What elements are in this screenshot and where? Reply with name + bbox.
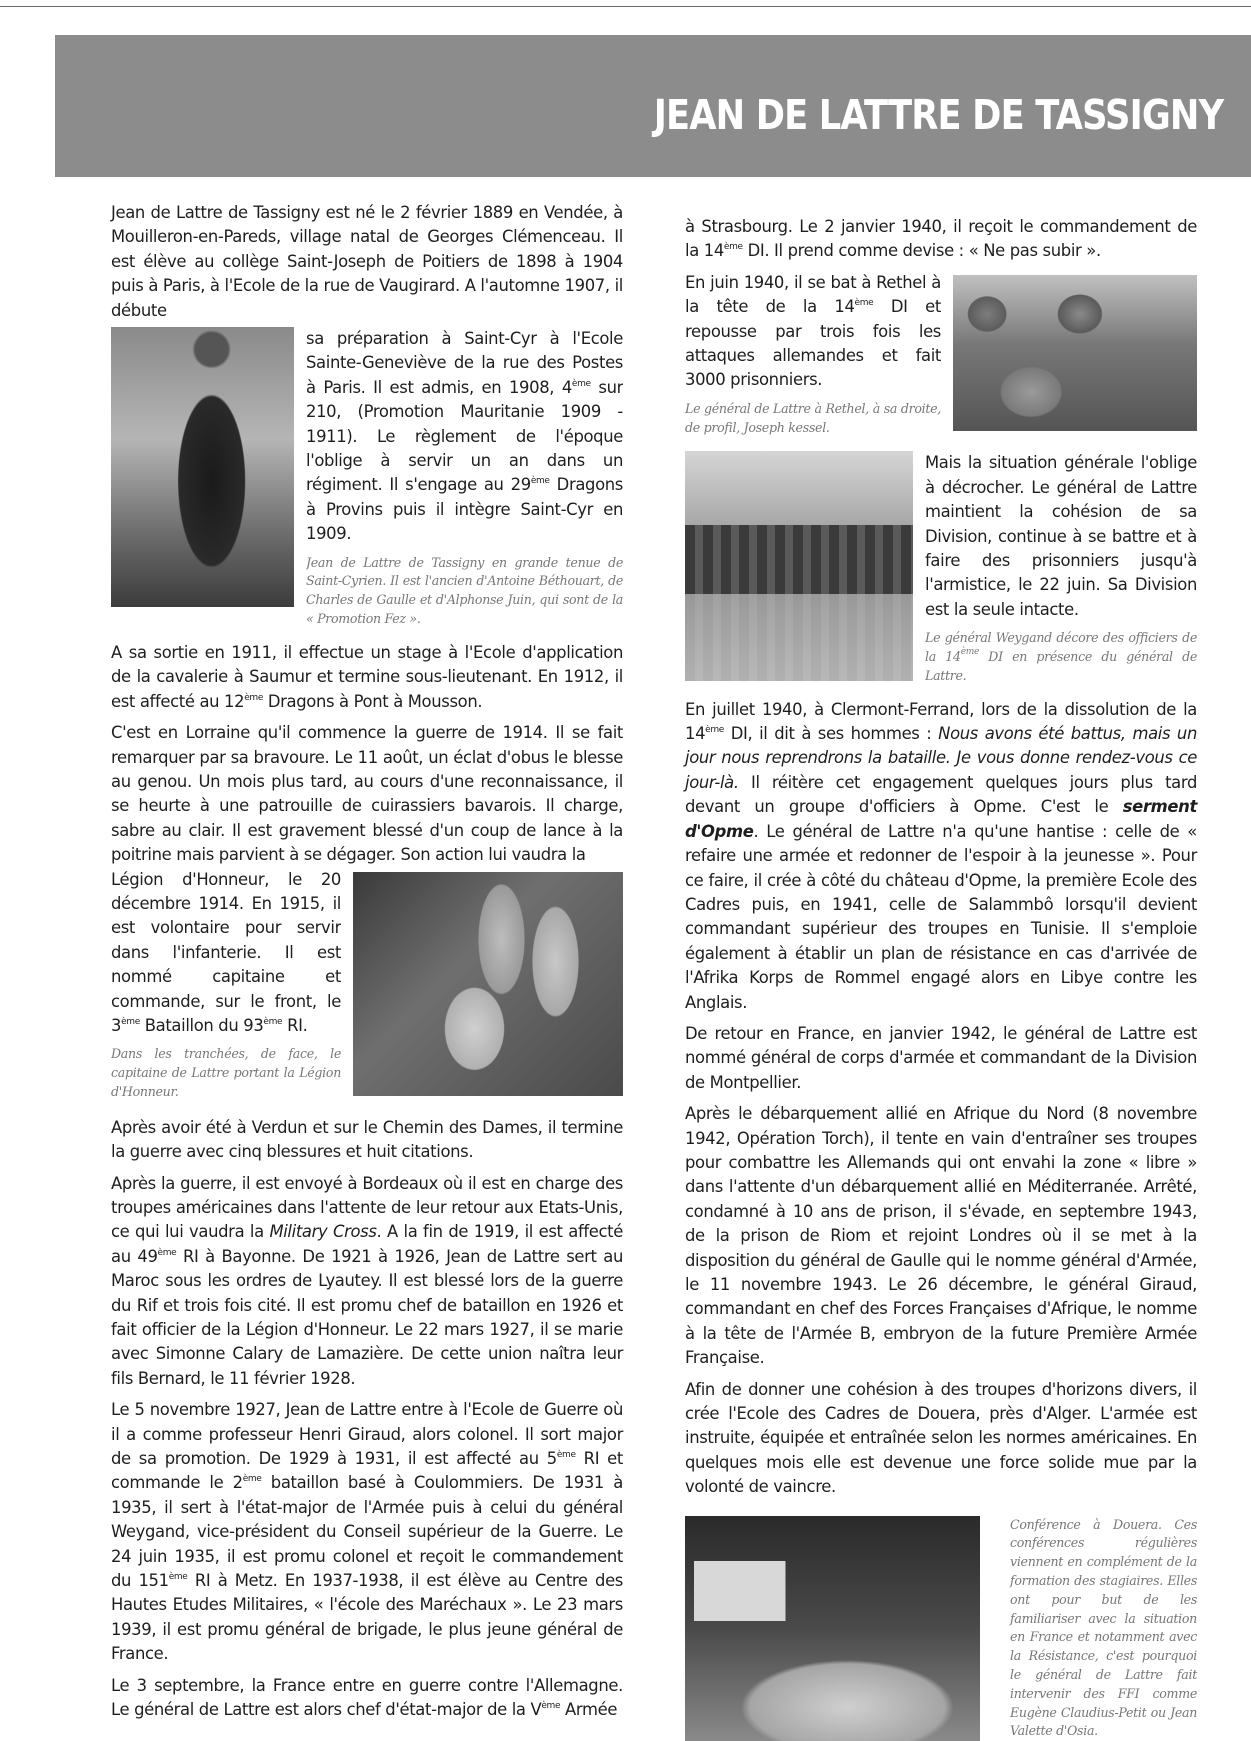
paragraph-birth: Jean de Lattre de Tassigny est né le 2 février 1889 en Vendée, à Mouilleron-en-Pareds, village natal de Georges Clémenceau. Il est élève au collège Saint-Joseph de Poitiers de 1898 à 1904 puis à Paris, à l'Ecole de la rue de Vaugirard. A l'automne 1907, il débute [111, 203, 623, 320]
paragraph-strasbourg: à Strasbourg. Le 2 janvier 1940, il reçoit le commandement de la 14ème DI. Il prend comme devise : « Ne pas subir ». [685, 217, 1197, 261]
figure-weygand [685, 451, 913, 681]
figure-rethel [953, 275, 1197, 431]
caption-portrait: Jean de Lattre de Tassigny en grande tenue de Saint-Cyrien. Il est l'ancien d'Antoine Béthouart, de Charles de Gaulle et d'Alphonse Juin, qui sont de la « Promotion Fez ». [306, 554, 623, 627]
right-column [685, 201, 1197, 1741]
portrait-photo [111, 327, 294, 607]
paragraph-verdun: Après avoir été à Verdun et sur le Chemin des Dames, il termine la guerre avec cinq blessures et huit citations. [111, 1117, 623, 1162]
figure-trench [353, 872, 623, 1096]
caption-rethel: Le général de Lattre à Rethel, à sa droite, de profil, Joseph kessel. [685, 400, 941, 435]
left-column [111, 201, 623, 1741]
caption-weygand: Le général Weygand décore des officiers de la 14ème DI en présence du général de Lattre. [925, 630, 1197, 683]
caption-trench: Dans les tranchées, de face, le capitaine de Lattre portant la Légion d'Honneur. [111, 1046, 341, 1099]
paragraph-opme: En juillet 1940, à Clermont-Ferrand, lors de la dissolution de la 14ème DI, il dit à ses hommes : Nous avons été battus, mais un jour nous reprendrons la bataille. Je vous donne rendez-vous ce jour-là. Il réitère cet engagement quelques jours plus tard devant un groupe d'officiers à Opme. C'est le serment d'Opme. Le général de Lattre n'a qu'une hantise : celle de « refaire une armée et redonner de l'espoir à la jeunesse ». Pour ce faire, il crée à côté du château d'Opme, la première Ecole des Cadres puis, en 1941, celle de Salammbô lorsqu'il devient commandant supérieur des troupes en Tunisie. Il s'emploie également à établir un plan de résistance en cas d'arrivée de l'Afrika Korps de Rommel engagé alors en Libye contre les Anglais. [685, 699, 1197, 1012]
paragraph-ecole-guerre: Le 5 novembre 1927, Jean de Lattre entre à l'Ecole de Guerre où il a comme professeur Henri Giraud, alors colonel. Il sort major de sa promotion. De 1929 à 1931, il est affecté au 5ème RI et commande le 2ème bataillon basé à Coulommiers. De 1931 à 1935, il sert à l'état-major de l'Armée puis à celui du général Weygand, vice-président du Conseil supérieur de la Guerre. Le 24 juin 1935, il est promu colonel et reçoit le commandement du 151ème RI à Metz. En 1937-1938, il est élève au Centre des Hautes Etudes Militaires, « l'école des Maréchaux ». Le 23 mars 1939, il est promu général de brigade, le plus jeune général de France. [111, 1400, 623, 1664]
title-banner [55, 35, 1251, 177]
weygand-decoration-photo [685, 451, 913, 681]
paragraph-saumur: A sa sortie en 1911, il effectue un stage à l'Ecole d'application de la cavalerie à Saumur et termine sous-lieutenant. En 1912, il est affecté au 12ème Dragons à Pont à Mousson. [111, 642, 623, 711]
figure-portrait [111, 327, 294, 607]
paragraph-armistice: Mais la situation générale l'oblige à décrocher. Le général de Lattre maintient la cohésion de sa Division, continue à se battre et à faire des prisonniers jusqu'à l'armistice, le 22 juin. Sa Division est la seule intacte. [925, 453, 1197, 619]
page-title: JEAN DE LATTRE DE TASSIGNY [653, 91, 1223, 139]
paragraph-legion-honneur: Légion d'Honneur, le 20 décembre 1914. En 1915, il est volontaire pour servir dans l'infanterie. Il est nommé capitaine et commande, sur le front, le 3ème Bataillon du 93ème RI. [111, 869, 341, 1035]
caption-douera: Conférence à Douera. Ces conférences régulières viennent en complément de la formation des stagiaires. Elles ont pour but de les familiariser avec la situation en France et notamment avec la Résistance, c'est pourquoi le général de Lattre fait intervenir des FFI comme Eugène Claudius-Petit ou Jean Valette d'Osia. [1010, 1516, 1197, 1739]
paragraph-after-war: Après la guerre, il est envoyé à Bordeaux où il est en charge des troupes américaines dans l'attente de leur retour aux Etats-Unis, ce qui lui vaudra la Military Cross. A la fin de 1919, il est affecté au 49ème RI à Bayonne. De 1921 à 1926, Jean de Lattre sert au Maroc sous les ordres de Lyautey. Il est blessé lors de la guerre du Rif et trois fois cité. Il est promu chef de bataillon en 1926 et fait officier de la Légion d'Honneur. Le 22 mars 1927, il se marie avec Simonne Calary de Lamazière. De cette union naîtra leur fils Bernard, le 11 février 1928. [111, 1173, 624, 1388]
paragraph-saint-cyr: sa préparation à Saint-Cyr à l'Ecole Sainte-Geneviève de la rue des Postes à Paris. Il est admis, en 1908, 4ème sur 210, (Promotion Mauritanie 1909 - 1911). Le règlement de l'époque l'oblige à servir un an dans un régiment. Il s'engage au 29ème Dragons à Provins puis il intègre Saint-Cyr en 1909. [306, 329, 623, 544]
douera-conference-photo [685, 1516, 980, 1741]
paragraph-torch: Après le débarquement allié en Afrique du Nord (8 novembre 1942, Opération Torch), il tente en vain d'entraîner ses troupes pour combattre les Allemands qui ont envahi la zone « libre » dans l'attente d'un débarquement allié en Méditerranée. Arrêté, condamné à 10 ans de prison, il s'évade, en septembre 1943, de la prison de Riom et rejoint Londres où il se met à la disposition du général de Gaulle qui le nomme général d'Armée, le 11 novembre 1943. Le 26 décembre, le général Giraud, commandant en chef des Forces Françaises d'Afrique, le nomme à la tête de l'Armée B, embryon de la future Première Armée Française. [685, 1104, 1197, 1368]
paragraph-douera: Afin de donner une cohésion à des troupes d'horizons divers, il crée l'Ecole des Cadres de Douera, près d'Alger. L'armée est instruite, équipée et entraînée selon les normes américaines. En quelques mois elle est devenue une force solide mue par la volonté de vaincre. [685, 1379, 1197, 1497]
figure-douera [685, 1516, 1197, 1741]
rethel-photo [953, 275, 1197, 431]
paragraph-rethel: En juin 1940, il se bat à Rethel à la tête de la 14ème DI et repousse par trois fois les attaques allemandes et fait 3000 prisonniers. [685, 272, 941, 390]
top-rule [0, 6, 1251, 7]
paragraph-montpellier: De retour en France, en janvier 1942, le général de Lattre est nommé général de corps d'armée et commandant de la Division de Montpellier. [685, 1023, 1197, 1092]
paragraph-1939: Le 3 septembre, la France entre en guerre contre l'Allemagne. Le général de Lattre est alors chef d'état-major de la Vème Armée [111, 1675, 623, 1720]
article-body [111, 201, 1197, 1741]
trench-photo [353, 872, 623, 1096]
paragraph-1914: C'est en Lorraine qu'il commence la guerre de 1914. Il se fait remarquer par sa bravoure. Le 11 août, un éclat d'obus le blesse au genou. Un mois plus tard, au cours d'une reconnaissance, il se heurte à une patrouille de cuirassiers bavarois. Il charge, sabre au clair. Il est gravement blessé d'un coup de lance à la poitrine mais parvient à se dégager. Son action lui vaudra la [111, 723, 623, 865]
